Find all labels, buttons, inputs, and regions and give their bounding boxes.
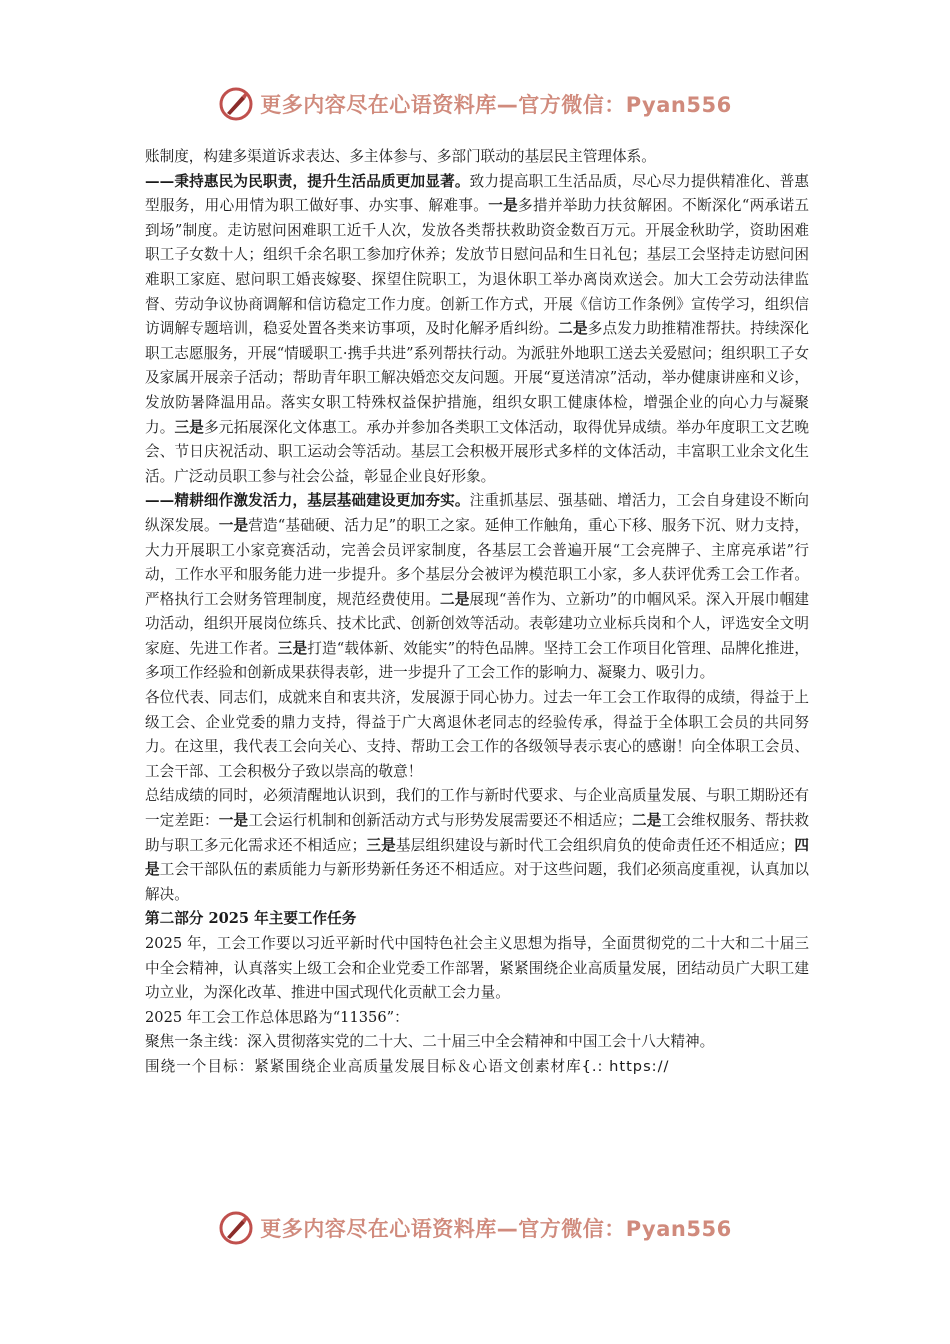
- banner-text: 更多内容尽在心语资料库—官方微信：Pyan556: [260, 1217, 732, 1241]
- paragraph: ——秉持惠民为民职责，提升生活品质更加显著。致力提高职工生活品质，尽心尽力提供精准化、普惠型服务，用心用情为职工做好事、办实事、解难事。一是多措并举助力扶贫解困。不断深化“两承诺五到场”制度。走访慰问困难职工近千人次，发放各类帮扶救助资金数百万元。开展金秋助学，资助困难职工子女数十人；组织千余名职工参加疗休养；发放节日慰问品和生日礼包；基层工会坚持走访慰问困难职工家庭、慰问职工婚丧嫁娶、探望住院职工，为退休职工举办离岗欢送会。加大工会劳动法律监督、劳动争议协商调解和信访稳定工作力度。创新工作方式，开展《信访工作条例》宣传学习，组织信访调解专题培训，稳妥处置各类来访事项，及时化解矛盾纠纷。二是多点发力助推精准帮扶。持续深化职工志愿服务，开展“情暖职工·携手共进”系列帮扶行动。为派驻外地职工送去关爱慰问；组织职工子女及家属开展亲子活动；帮助青年职工解决婚恋交友问题。开展“夏送清凉”活动，举办健康讲座和义诊，发放防暑降温用品。落实女职工特殊权益保护措施，组织女职工健康体检，增强企业的向心力与凝聚力。三是多元拓展深化文体惠工。承办并参加各类职工文体活动，取得优异成绩。举办年度职工文艺晚会、节日庆祝活动、职工运动会等活动。基层工会积极开展形式多样的文体活动，丰富职工业余文化生活。广泛动员职工参与社会公益，彰显企业良好形象。: [145, 172, 809, 485]
- paragraph: 总结成绩的同时，必须清醒地认识到，我们的工作与新时代要求、与企业高质量发展、与职工期盼还有一定差距：一是工会运行机制和创新活动方式与形势发展需要还不相适应；二是工会维权服务、帮扶救助与职工多元化需求还不相适应；三是基层组织建设与新时代工会组织肩负的使命责任还不相适应；四是工会干部队伍的素质能力与新形势新任务还不相适应。对于这些问题，我们必须高度重视，认真加以解决。: [145, 787, 809, 903]
- paragraph: 2025 年，工会工作要以习近平新时代中国特色社会主义思想为指导，全面贯彻党的二十大和二十届三中全会精神，认真落实上级工会和企业党委工作部署，紧紧围绕企业高质量发展，团结动员广大职工建功立业，为深化改革、推进中国式现代化贡献工会力量。: [145, 935, 809, 1002]
- section-heading: ——秉持惠民为民职责，提升生活品质更加显著。: [145, 172, 470, 190]
- document-body: [145, 145, 809, 1080]
- part-heading: 第二部分 2025 年主要工作任务: [145, 910, 357, 928]
- header-watermark-banner: [0, 84, 950, 124]
- paragraph: 围绕一个目标：紧紧围绕企业高质量发展目标＆心语文创素材库{.: https://: [145, 1057, 670, 1075]
- paragraph: 聚焦一条主线：深入贯彻落实党的二十大、二十届三中全会精神和中国工会十八大精神。: [145, 1033, 715, 1051]
- paragraph: 2025 年工会工作总体思路为“11356”：: [145, 1008, 409, 1026]
- section-heading: ——精耕细作激发活力，基层基础建设更加夯实。: [145, 492, 470, 510]
- brush-logo-icon: [218, 86, 254, 122]
- paragraph: 各位代表、同志们，成就来自和衷共济，发展源于同心协力。过去一年工会工作取得的成绩，得益于上级工会、企业党委的鼎力支持，得益于广大离退休老同志的经验传承，得益于全体职工会员的共同努力。在这里，我代表工会向关心、支持、帮助工会工作的各级领导表示衷心的感谢！向全体职工会员、工会干部、工会积极分子致以崇高的敬意！: [145, 689, 809, 780]
- paragraph: 账制度，构建多渠道诉求表达、多主体参与、多部门联动的基层民主管理体系。: [145, 148, 656, 165]
- banner-text: 更多内容尽在心语资料库—官方微信：Pyan556: [260, 93, 732, 117]
- brush-logo-icon: [218, 1210, 254, 1246]
- paragraph: ——精耕细作激发活力，基层基础建设更加夯实。注重抓基层、强基础、增活力，工会自身建设不断向纵深发展。一是营造“基础硬、活力足”的职工之家。延伸工作触角，重心下移、服务下沉、财力支持，大力开展职工小家竞赛活动，完善会员评家制度，各基层工会普遍开展“工会亮牌子、主席亮承诺”行动，工作水平和服务能力进一步提升。多个基层分会被评为模范职工小家，多人获评优秀工会工作者。严格执行工会财务管理制度，规范经费使用。二是展现“善作为、立新功”的巾帼风采。深入开展巾帼建功活动，组织开展岗位练兵、技术比武、创新创效等活动。表彰建功立业标兵岗和个人，评选安全文明家庭、先进工作者。三是打造“载体新、效能实”的特色品牌。坚持工会工作项目化管理、品牌化推进，多项工作经验和创新成果获得表彰，进一步提升了工会工作的影响力、凝聚力、吸引力。: [145, 492, 809, 682]
- footer-watermark-banner: [0, 1208, 950, 1248]
